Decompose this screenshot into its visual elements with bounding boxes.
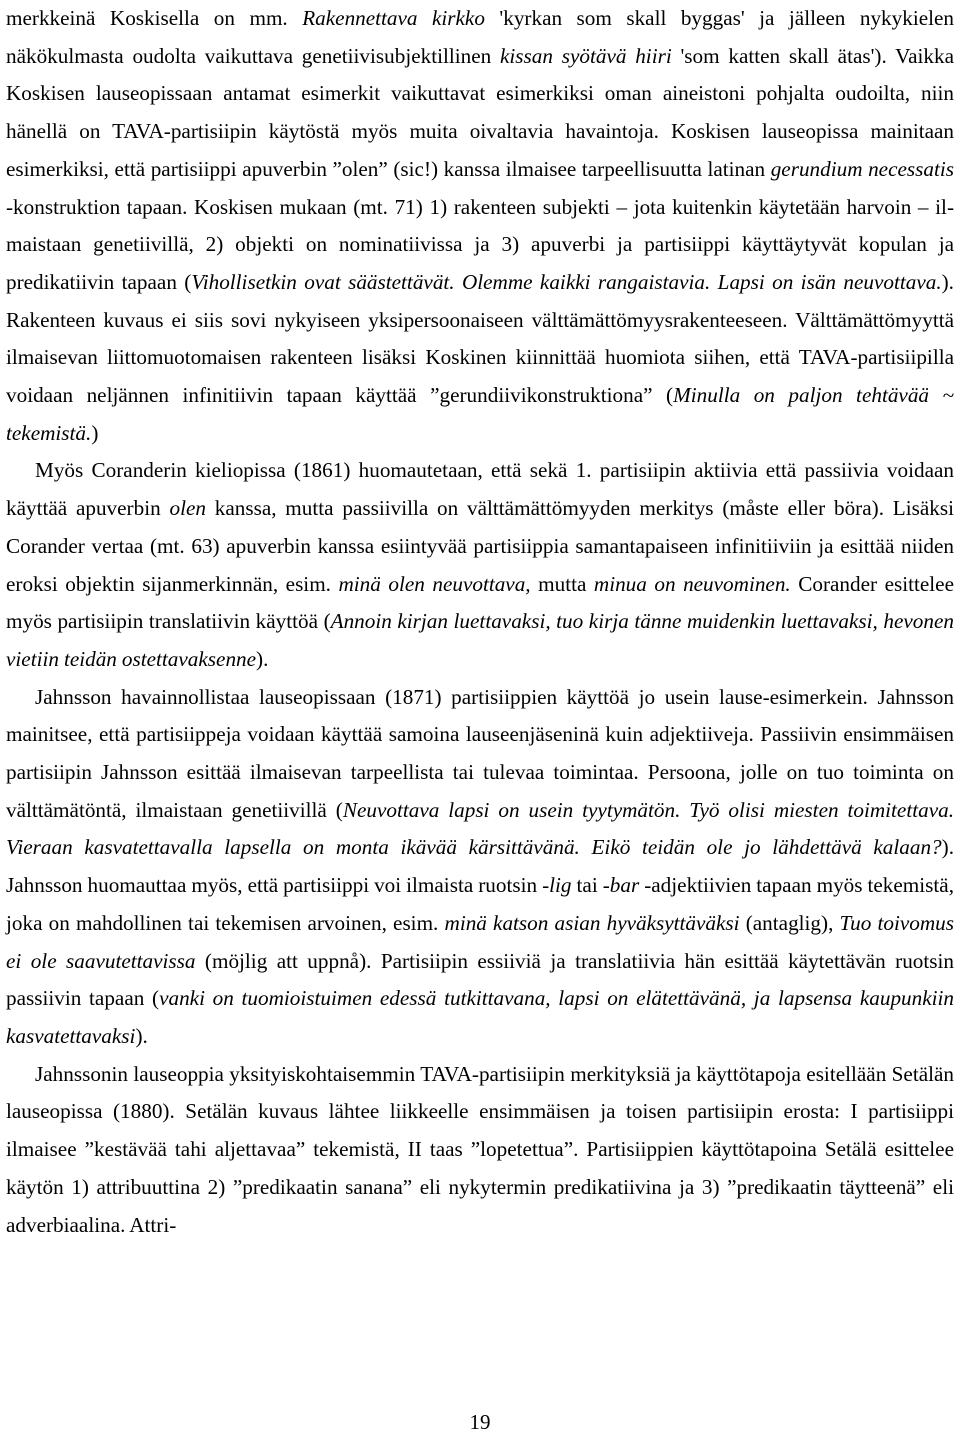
document-page xyxy=(6,0,954,1244)
text-run: -konstruktion tapaan. Koskisen mukaan (mt. 71) 1) rakenteen subjekti – jota kuitenkin käytetään harvoin – ilmaistaan genetiivillä, 2) objekti on nominatiivissa ja 3) apuverbi ja partisiippi käyttäytyvät kopulan ja predikatiivin tapaan ( xyxy=(6,194,954,294)
text-run: (möjlig att uppnå). Partisiipin essiiviä ja translatiivia hän esittää käytettävän ruotsin passiivin tapaan ( xyxy=(6,948,954,1011)
text-run: Jahnsson havainnollistaa lauseopissaan (1871) partisiippien käyttöä jo usein lause-esimerkein. Jahnsson mainitsee, että partisiippeja voidaan käyttää samoina lauseenjäseninä kuin adjektiiveja. Passiivin ensimmäisen partisiipin Jahnsson esittää ilmaisevan tarpeellista tai tulevaa toimintaa. Persoona, jolle on tuo toiminta on välttämätöntä, ilmaistaan genetiivillä ( xyxy=(6,684,954,822)
italic-text-run: Tuo toivomus ei ole saavutettavissa xyxy=(6,910,955,973)
paragraph xyxy=(6,679,954,1056)
italic-text-run: Neuvottava lapsi on usein tyytymätön. Työ olisi miesten toimitettava. Vieraan kasvatettavalla lapsella on monta ikävää kärsittävänä. Eikö teidän ole jo lähdettävä kalaan? xyxy=(6,797,954,860)
text-run: tai - xyxy=(571,873,610,898)
paragraph xyxy=(6,452,954,678)
text-run: ). xyxy=(256,646,269,671)
text-run: ) xyxy=(91,420,99,445)
text-run: ). xyxy=(135,1023,148,1048)
italic-text-run: Minulla on paljon tehtävää ~ tekemistä. xyxy=(6,383,954,445)
italic-text-run: lig xyxy=(549,873,572,898)
italic-text-run: Rakennettava kirkko xyxy=(302,6,485,30)
text-run: -adjektiivien tapaan myös tekemistä, joka on mahdollinen tai tekemisen arvoinen, esim. xyxy=(6,873,954,935)
text-run: ). Rakenteen kuvaus ei siis sovi nykyiseen yksipersoonaiseen välttämättömyysrakenteeseen. Välttämättömyyttä ilmaisevan liittomuotomaisen rakenteen lisäksi Koskinen kiinnittää huomiota siihen, että TAVA-partisiipilla voidaan neljännen infinitiivin tapaan käyttää ”gerundiivikonstruktiona” ( xyxy=(6,269,954,408)
italic-text-run: bar xyxy=(609,873,640,898)
paragraph xyxy=(6,1056,954,1245)
text-run: Corander esittelee myös partisiipin translatiivin käyttöä ( xyxy=(6,571,954,634)
text-run: 'kyrkan som skall byggas' ja jälleen nykykielen näkökulmasta oudolta vaikuttava genetiivisubjektillinen xyxy=(6,6,954,68)
italic-text-run: minua on neuvominen. xyxy=(593,571,791,596)
text-run: kanssa, mutta passiivilla on välttämättömyyden merkitys (måste eller böra). Lisäksi Corander vertaa (mt. 63) apuverbin kanssa esiintyvää partisiippia samantapaiseen infinitiiviin ja esittää niiden eroksi objektin sijanmerkinnän, esim. xyxy=(6,496,954,596)
text-run: Jahnssonin lauseoppia yksityiskohtaisemmin TAVA-partisiipin merkityksiä ja käyttötapoja esitellään Setälän lauseopissa (1880). Setälän kuvaus lähtee liikkeelle ensimmäisen ja toisen partisiipin erosta: I partisiippi ilmaisee ”kestävää tahi aljettavaa” tekemistä, II taas ”lopetettua”. Partisiippien käyttötapoina Setälä esittelee käytön 1) attribuuttina 2) ”predikaatin sanana” eli nykytermin predikatiivina ja 3) ”predikaatin täytteenä” eli adverbiaalina. Attri- xyxy=(6,1061,954,1237)
italic-text-run: minä katson asian hyväksyttäväksi xyxy=(444,910,740,935)
text-run: mutta xyxy=(530,571,594,596)
italic-text-run: kissan syötävä hiiri xyxy=(500,43,672,68)
italic-text-run: Vihollisetkin ovat säästettävät. Olemme kaikki rangaistavia. Lapsi on isän neuvottava. xyxy=(191,269,942,294)
italic-text-run: minä olen neuvottava, xyxy=(338,571,531,596)
text-run: (antaglig), xyxy=(739,910,840,935)
text-run: 'som katten skall ätas'). Vaikka Koskisen lauseopissaan antamat esimerkit vaikuttavat esimerkiksi oman aineistoni pohjalta oudoilta, niin hänellä on TAVA-partisiipin käytöstä myös muita oivaltavia havaintoja. Koskisen lauseopissa mainitaan esimerkiksi, että partisiippi apuverbin ”olen” (sic!) kanssa ilmaisee tarpeellisuutta latinan xyxy=(6,43,954,181)
page-number: 19 xyxy=(469,1410,491,1434)
italic-text-run: gerundium necessatis xyxy=(770,156,954,181)
italic-text-run: Annoin kirjan luettavaksi, tuo kirja tänne muidenkin luettavaksi, hevonen vietiin teidän ostettavaksenne xyxy=(6,609,954,671)
text-run: Myös Coranderin kieliopissa (1861) huomautetaan, että sekä 1. partisiipin aktiivia että passiivia voidaan käyttää apuverbin xyxy=(6,458,954,521)
text-run: merkkeinä Koskisella on mm. xyxy=(6,6,303,30)
italic-text-run: olen xyxy=(169,496,206,521)
italic-text-run: vanki on tuomioistuimen edessä tutkittavana, lapsi on elätettävänä, ja lapsensa kaupunkiin kasvatettavaksi xyxy=(6,986,954,1048)
text-run: ). Jahnsson huomauttaa myös, että partisiippi voi ilmaista ruotsin - xyxy=(6,835,954,898)
paragraph xyxy=(6,0,954,452)
